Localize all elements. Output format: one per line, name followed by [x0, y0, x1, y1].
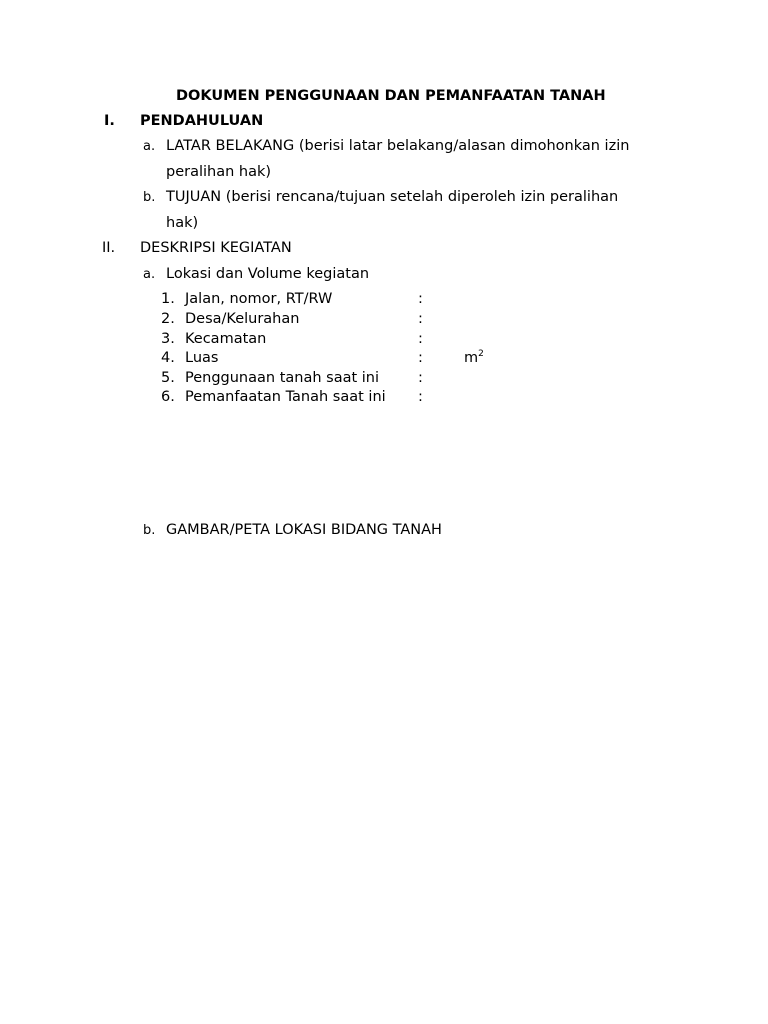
- section-2-numeral: II.: [102, 240, 116, 256]
- field-colon: :: [418, 350, 423, 366]
- field-label-jalan: Jalan, nomor, RT/RW: [185, 291, 333, 307]
- field-label-luas: Luas: [185, 350, 219, 366]
- item-a-marker: a.: [143, 139, 156, 154]
- field-number: 3.: [161, 331, 175, 347]
- field-number: 1.: [161, 291, 175, 307]
- field-label-pemanfaatan: Pemanfaatan Tanah saat ini: [185, 389, 386, 405]
- unit-superscript: 2: [478, 349, 484, 359]
- field-colon: :: [418, 291, 423, 307]
- field-number: 5.: [161, 370, 175, 386]
- field-colon: :: [418, 370, 423, 386]
- latar-belakang-line-1: LATAR BELAKANG (berisi latar belakang/alasan dimohonkan izin: [166, 138, 630, 154]
- field-label-kecamatan: Kecamatan: [185, 331, 267, 347]
- field-label-desa: Desa/Kelurahan: [185, 311, 300, 327]
- field-unit-luas: [464, 351, 484, 366]
- field-number: 4.: [161, 350, 175, 366]
- tujuan-line-2: hak): [166, 215, 199, 231]
- lokasi-volume-label: Lokasi dan Volume kegiatan: [166, 266, 370, 282]
- section-1-numeral: I.: [104, 113, 115, 129]
- document-title: DOKUMEN PENGGUNAAN DAN PEMANFAATAN TANAH: [176, 88, 606, 104]
- tujuan-line-1: TUJUAN (berisi rencana/tujuan setelah diperoleh izin peralihan: [166, 189, 619, 205]
- field-colon: :: [418, 311, 423, 327]
- latar-belakang-line-2: peralihan hak): [166, 164, 272, 180]
- field-label-penggunaan: Penggunaan tanah saat ini: [185, 370, 380, 386]
- item-b-marker: b.: [143, 523, 156, 538]
- gambar-peta-label: GAMBAR/PETA LOKASI BIDANG TANAH: [166, 522, 442, 538]
- item-b-marker: b.: [143, 190, 156, 205]
- unit-text: m: [464, 350, 479, 366]
- field-colon: :: [418, 331, 423, 347]
- section-2-heading: DESKRIPSI KEGIATAN: [140, 240, 292, 256]
- section-1-heading: PENDAHULUAN: [140, 113, 264, 129]
- field-colon: :: [418, 389, 423, 405]
- item-a-marker: a.: [143, 267, 156, 282]
- field-number: 6.: [161, 389, 175, 405]
- field-number: 2.: [161, 311, 175, 327]
